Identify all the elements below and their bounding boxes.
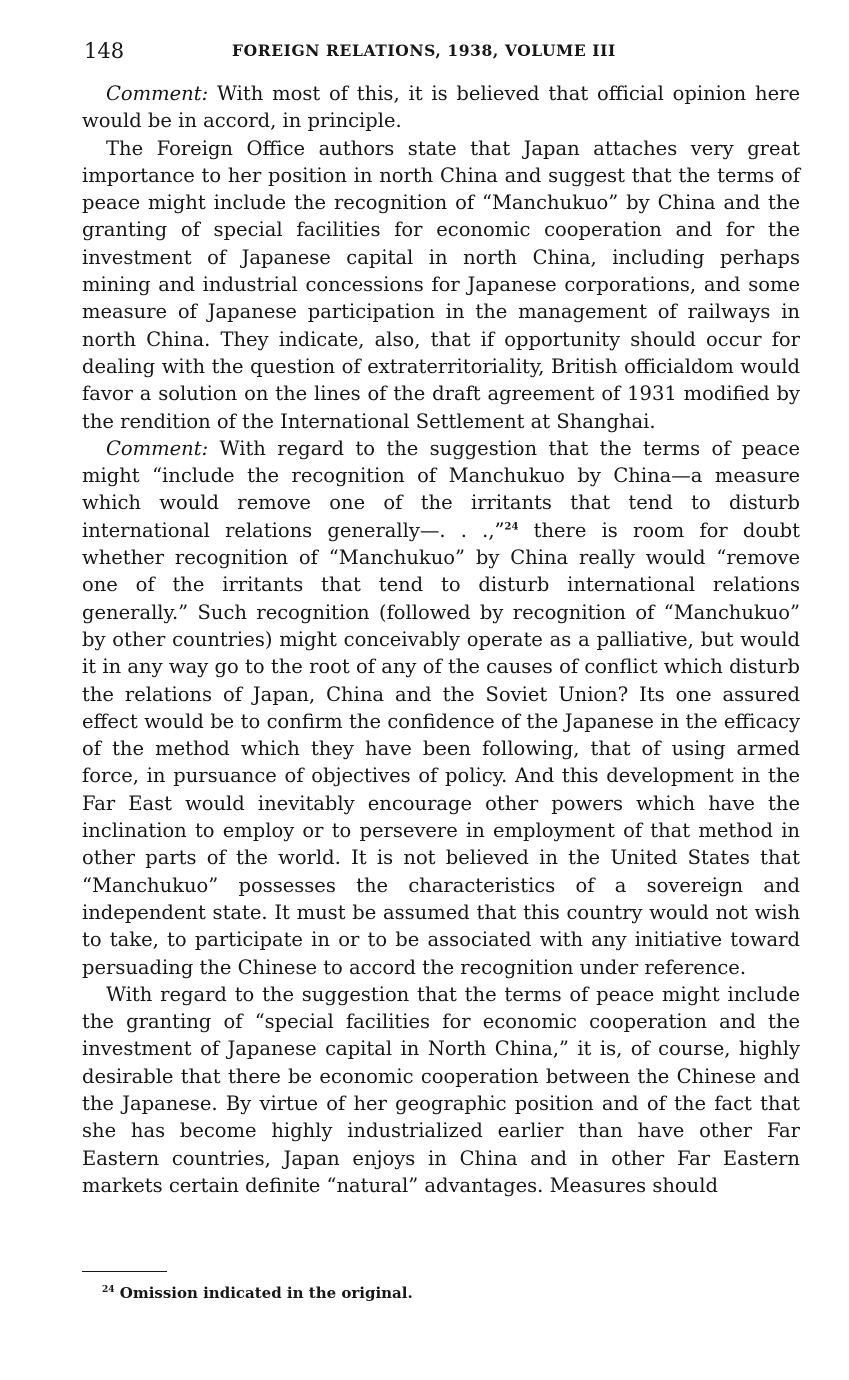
document-page [82, 36, 800, 1302]
comment-label: Comment: [106, 436, 209, 460]
paragraph-comment-1 [82, 80, 800, 135]
paragraph-text: With most of this, it is believed that official opinion here would be in accord, in principle. [82, 82, 800, 133]
page-header [82, 36, 800, 66]
paragraph-text: With regard to the suggestion that the terms of peace might include the granting of “special facilities for economic cooperation and the investment of Japanese capital in North China,” it is, of course, highly desirable that there be economic cooperation between the Chinese and the Japanese. By virtue of her geographic position and of the fact that she has become highly industrialized earlier than have other Far Eastern countries, Japan enjoys in China and in other Far Eastern markets certain definite “natural” advantages. Measures should [82, 982, 800, 1197]
footnote [102, 1283, 413, 1303]
paragraph-text: there is room for doubt whether recognition of “Manchukuo” by China really would “remove one of the irritants that tend to disturb international relations generally.” Such recognition (followed by recognition of “Manchukuo” by other countries) might conceivably operate as a palliative, but would it in any way go to the root of any of the causes of conflict which disturb the relations of Japan, China and the Soviet Union? Its one assured effect would be to confirm the confidence of the Japanese in the efficacy of the method which they have been following, that of using armed force, in pursuance of objectives of policy. And this development in the Far East would inevitably encourage other powers which have the inclination to employ or to persevere in employment of that method in other parts of the world. It is not believed in the United States that “Manchukuo” possesses the characteristics of a sovereign and independent state. It must be assumed that this country would not wish to take, to participate in or to be associated with any initiative toward persuading the Chinese to accord the recognition under reference. [82, 518, 800, 979]
footnote-reference[interactable]: 24 [504, 521, 519, 533]
paragraph-text: With regard to the suggestion that the terms of peace might “include the recognition of Manchukuo by China—a measure which would remove one of the irritants that tend to disturb international relations generally—. . .,” [82, 436, 800, 542]
page-number: 148 [84, 39, 125, 63]
paragraph-economic-cooperation [82, 981, 800, 1199]
footnote-text: Omission indicated in the original. [114, 1284, 413, 1302]
paragraph-comment-2 [82, 435, 800, 981]
running-title: FOREIGN RELATIONS, 1938, VOLUME III [232, 41, 616, 60]
paragraph-text: The Foreign Office authors state that Japan attaches very great importance to her position in north China and suggest that the terms of peace might include the recognition of “Manchukuo” by China and the granting of special facilities for economic cooperation and for the investment of Japanese capital in north China, including perhaps mining and industrial concessions for Japanese corporations, and some measure of Japanese participation in the management of railways in north China. They indicate, also, that if opportunity should occur for dealing with the question of extraterritoriality, British officialdom would favor a solution on the lines of the draft agreement of 1931 modified by the rendition of the International Settlement at Shanghai. [82, 136, 800, 433]
comment-label: Comment: [106, 82, 209, 105]
paragraph-foreign-office [82, 135, 800, 435]
footnote-mark: 24 [102, 1285, 115, 1295]
body-text [82, 80, 800, 1199]
footnote-divider [82, 1271, 167, 1272]
